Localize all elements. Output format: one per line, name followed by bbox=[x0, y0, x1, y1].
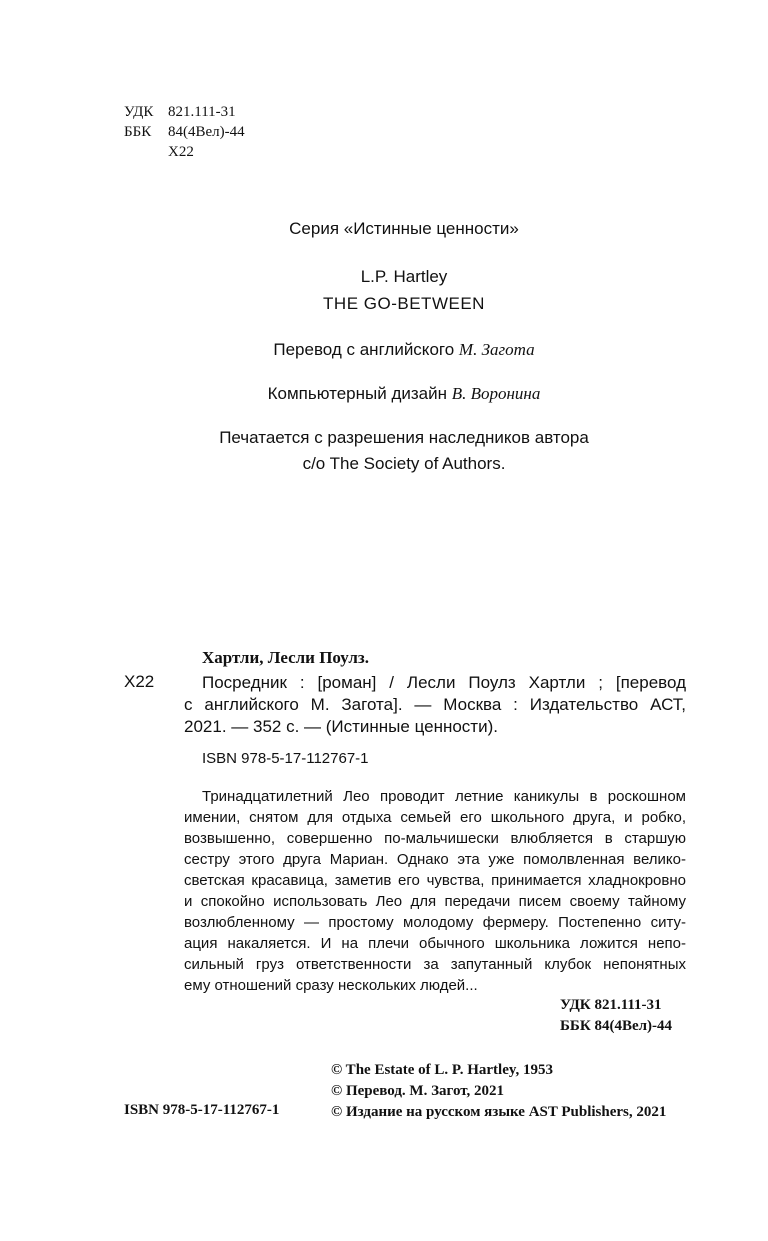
translator-name: М. Загота bbox=[458, 340, 535, 359]
codes-right bbox=[560, 995, 672, 1037]
biblio-isbn: ISBN 978-5-17-112767-1 bbox=[202, 750, 369, 767]
author-mark-row bbox=[124, 142, 245, 162]
annotation-line: Тринадцатилетний Лео проводит летние каникулы в роскошном bbox=[202, 788, 686, 805]
copyright-line: © Издание на русском языке AST Publishers, 2021 bbox=[331, 1104, 667, 1120]
annotation-line: сестру этого друга Мариан. Однако эта уже помолвленная велико- bbox=[184, 851, 686, 868]
annotation-line: ация накаляется. И на плечи обычного школьника ложится непо- bbox=[184, 935, 686, 952]
copyright-line: © The Estate of L. P. Hartley, 1953 bbox=[331, 1062, 554, 1078]
udk-label: УДК bbox=[124, 104, 154, 120]
classification-block bbox=[124, 102, 245, 162]
annotation-line: ему отношений сразу нескольких людей... bbox=[184, 977, 478, 994]
copyright-line: © Перевод. М. Загот, 2021 bbox=[331, 1083, 504, 1099]
annotation-line: возвышенно, совершенно по-мальчишески влюбляется в старшую bbox=[184, 830, 686, 847]
biblio-description bbox=[184, 672, 686, 738]
original-title: THE GO-BETWEEN bbox=[323, 294, 485, 313]
original-author: L.P. Hartley bbox=[360, 267, 448, 286]
series-line: Серия «Истинные ценности» bbox=[289, 219, 519, 238]
annotation bbox=[184, 786, 686, 996]
bbk-code-right: ББК 84(4Вел)-44 bbox=[560, 1018, 673, 1034]
translation-credit bbox=[0, 340, 768, 360]
bbk-row bbox=[124, 122, 245, 142]
bbk-label: ББК bbox=[124, 124, 152, 140]
permission-line-2: c/o The Society of Authors. bbox=[302, 454, 506, 473]
annotation-line: возлюбленному — простому молодому фермеру. Постепенно ситу- bbox=[184, 914, 686, 931]
annotation-line: сильный груз ответственности за запутанный клубок непонятных bbox=[184, 956, 686, 973]
annotation-line: имении, снятом для отдыха семьей его школьного друга, и робко, bbox=[184, 809, 686, 826]
udk-code-right: УДК 821.111-31 bbox=[560, 997, 662, 1013]
design-prefix: Компьютерный дизайн bbox=[267, 384, 447, 403]
isbn-bottom: ISBN 978-5-17-112767-1 bbox=[124, 1102, 280, 1118]
udk-value: 821.111-31 bbox=[168, 104, 236, 120]
biblio-code: Х22 bbox=[124, 672, 155, 691]
translation-prefix: Перевод с английского bbox=[273, 340, 455, 359]
biblio-line: Посредник : [роман] / Лесли Поулз Хартли ; [перевод bbox=[202, 673, 686, 692]
biblio-line: с английского М. Загота]. — Москва : Издательство АСТ, bbox=[184, 695, 686, 714]
designer-name: В. Воронина bbox=[451, 384, 541, 403]
bbk-value: 84(4Вел)-44 bbox=[168, 124, 245, 140]
biblio-line: 2021. — 352 с. — (Истинные ценности). bbox=[184, 717, 498, 736]
author-mark: Х22 bbox=[168, 144, 194, 160]
copyright-block bbox=[331, 1060, 666, 1123]
permission-line-1: Печатается с разрешения наследников автора bbox=[219, 428, 589, 447]
udk-row bbox=[124, 102, 245, 122]
design-credit bbox=[0, 384, 768, 404]
annotation-line: и спокойно использовать Лео для передачи писем своему тайному bbox=[184, 893, 686, 910]
biblio-heading: Хартли, Лесли Поулз. bbox=[202, 648, 369, 667]
annotation-line: светская красавица, заметив его чувства, принимается хладнокровно bbox=[184, 872, 686, 889]
